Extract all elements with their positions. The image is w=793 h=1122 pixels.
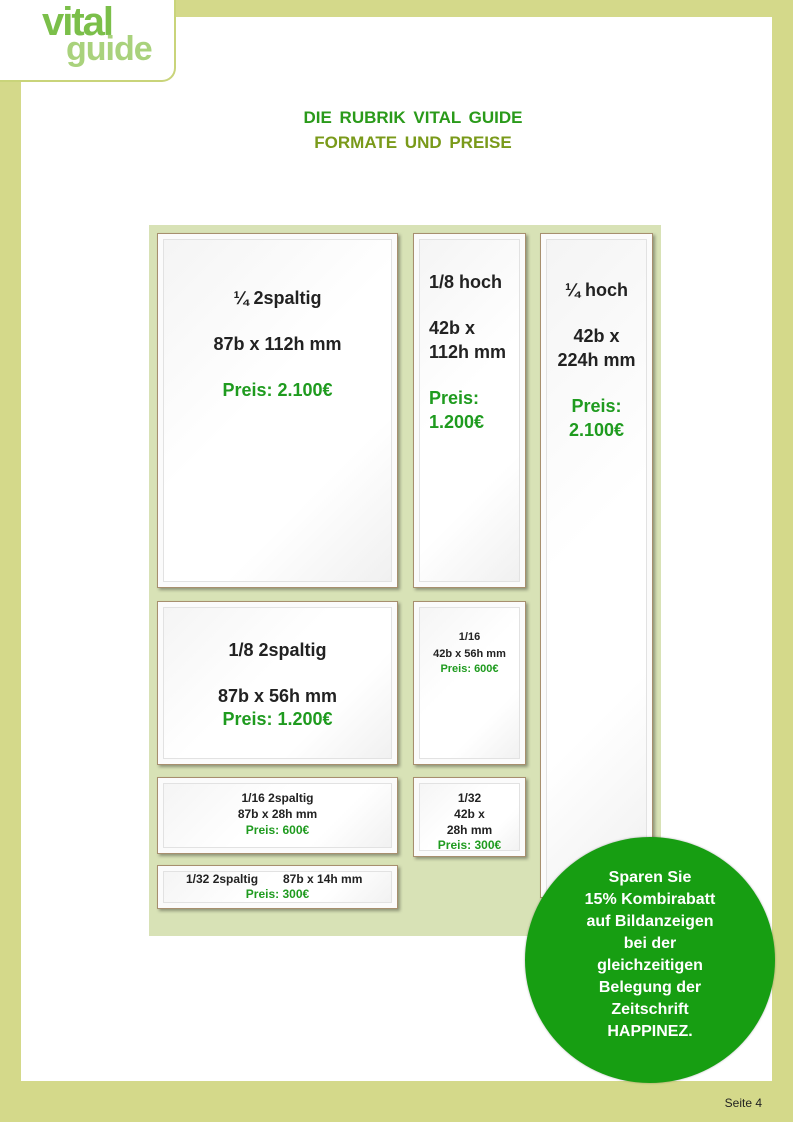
ad-format-name: 1/16 — [458, 631, 481, 643]
ad-format-size-line1: 42b x — [454, 807, 485, 821]
ad-format-price: Preis: 300€ — [437, 838, 502, 852]
ad-format-price-label: Preis: — [571, 396, 622, 416]
ad-format-size-line1: 42b x — [429, 318, 476, 338]
page-title: DIE RUBRIK VITAL GUIDE — [303, 108, 523, 127]
promo-line: 15% Kombirabatt — [584, 891, 716, 908]
ad-format-name: ¼ 2spaltig — [233, 288, 322, 308]
logo-word-vital: vital — [42, 0, 113, 44]
ad-format-price-value: 2.100€ — [568, 420, 625, 440]
ad-format-size-line2: 28h mm — [446, 823, 493, 837]
ad-format-price-label: Preis: — [429, 388, 480, 408]
logo-word-guide: guide — [66, 30, 152, 68]
ad-format-name: 1/32 — [457, 791, 482, 805]
promo-line: Sparen Sie — [608, 869, 692, 886]
promo-line: HAPPINEZ. — [607, 1023, 693, 1040]
promo-discount-badge — [525, 837, 775, 1083]
ad-quarter-tall — [540, 233, 653, 898]
ad-format-size-line1: 42b x — [573, 326, 620, 346]
ad-format-size-line2: 112h mm — [429, 342, 507, 362]
ad-quarter-2col — [157, 233, 398, 588]
promo-line: bei der — [623, 935, 677, 952]
ad-sixteenth-2col — [157, 777, 398, 854]
ad-format-price: Preis: 600€ — [440, 663, 499, 675]
ad-format-name: 1/16 2spaltig — [241, 791, 314, 805]
ad-format-price: Preis: 2.100€ — [222, 380, 333, 400]
ad-format-size: 87b x 28h mm — [237, 807, 318, 821]
promo-line: gleichzeitigen — [597, 957, 703, 974]
ad-thirtysecond — [413, 777, 526, 857]
ad-format-price: Preis: 600€ — [245, 823, 310, 837]
promo-line: Zeitschrift — [611, 1001, 689, 1018]
ad-format-price-value: 1.200€ — [429, 412, 485, 432]
promo-line: Belegung der — [598, 979, 702, 996]
ad-format-name: 1/8 hoch — [429, 272, 503, 292]
page-subtitle: FORMATE UND PREISE — [314, 133, 512, 152]
ad-format-size: 42b x 56h mm — [433, 648, 506, 660]
ad-format-size: 87b x 112h mm — [213, 334, 342, 354]
promo-line: auf Bildanzeigen — [586, 913, 714, 930]
ad-sixteenth — [413, 601, 526, 765]
ad-eighth-2col — [157, 601, 398, 765]
ad-format-name: 1/8 2spaltig — [228, 640, 327, 660]
ad-eighth-tall — [413, 233, 526, 588]
ad-format-size-line2: 224h mm — [557, 350, 636, 370]
ad-format-price: Preis: 1.200€ — [222, 709, 333, 729]
ad-format-price: Preis: 300€ — [245, 887, 310, 901]
ad-format-size: 87b x 14h mm — [283, 872, 363, 886]
ad-thirtysecond-2col — [157, 865, 398, 909]
ad-format-name: 1/32 2spaltig — [186, 872, 259, 886]
page-number: Seite 4 — [724, 1096, 762, 1110]
logo — [0, 0, 176, 82]
ad-format-name: ¼ hoch — [564, 280, 628, 300]
ad-format-size: 87b x 56h mm — [217, 686, 338, 706]
